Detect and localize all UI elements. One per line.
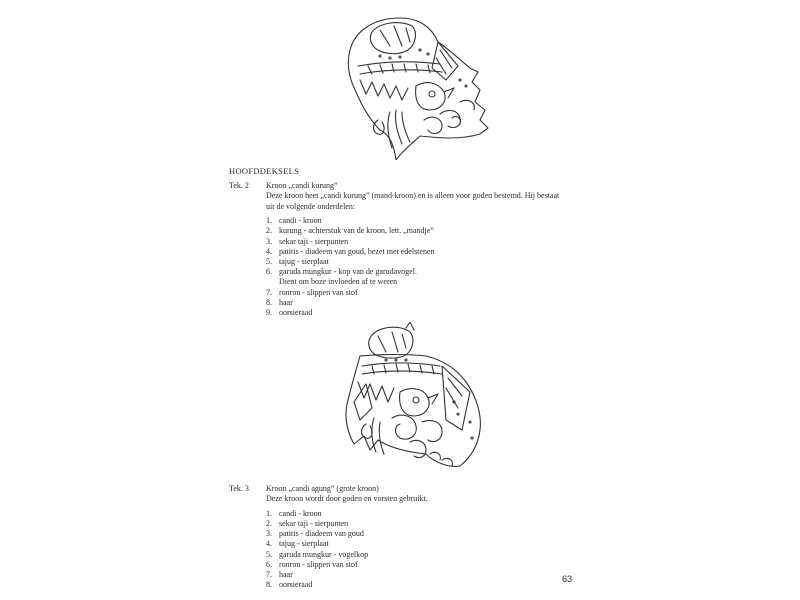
list-item: 5. tajug - sierplaat: [266, 257, 329, 267]
tek-3-label: Tek. 3: [229, 484, 249, 493]
crown-candi-kurung-illustration: [320, 10, 500, 160]
tek-3-header: [229, 484, 569, 494]
list-item: 7. ronron - slippen van stof: [266, 287, 358, 297]
list-item: 3. sekar taji - sierpunten: [266, 236, 349, 246]
list-item: 1. candi - kroon: [266, 508, 322, 518]
list-item: 6. ronron - slippen van stof: [266, 559, 358, 569]
tek-3-item-list: [229, 509, 569, 591]
tek-2-label: Tek. 2: [229, 181, 249, 190]
list-item: 5. garuda mungkur - vogelkop: [266, 549, 369, 559]
section-heading: HOOFDDEKSELS: [229, 166, 300, 176]
tek-2-block: [229, 181, 569, 318]
list-item: 1. candi - kroon: [266, 216, 322, 226]
list-item: 3. patitis - diadeem van goud: [266, 529, 364, 539]
tek-3-description: Deze kroon wordt door goden en vorsten gebruikt.: [266, 494, 428, 504]
tek-2-header: [229, 181, 569, 191]
tek-2-item-list: [229, 216, 569, 318]
tek-2-title: Kroon „candi kurung”: [266, 181, 338, 190]
list-item: 8. oorsieraad: [266, 580, 313, 590]
list-item-note: Dient om boze invloeden af te weren: [279, 277, 398, 287]
list-item: 2. sekar taji - sierpunten: [266, 519, 349, 529]
tek-3-title: Kroon „candi agung” (grote kroon): [266, 484, 379, 493]
page-number: 63: [562, 574, 573, 584]
list-item: 7. haar: [266, 570, 293, 580]
list-item: 4. tajug - sierplaat: [266, 539, 329, 549]
list-item: 4. patitis - diadeem van goud, bezet met edelstenen: [266, 246, 435, 256]
crown-candi-agung-illustration: [330, 322, 490, 472]
list-item: 8. haar: [266, 297, 293, 307]
tek-3-block: [229, 484, 569, 590]
tek-2-description: Deze kroon heet „candi kurung” (mand-kroon) en is alleen voor goden bestemd. Hij bestaat uit de volgende onderdelen:: [266, 191, 560, 211]
list-item: 9. oorsieraad: [266, 308, 313, 318]
list-item: 2. kurung - achterstuk van de kroon, lett. „mandje”: [266, 226, 434, 236]
list-item: 6. garuda mungkur - kop van de garudavogel.: [266, 267, 417, 277]
